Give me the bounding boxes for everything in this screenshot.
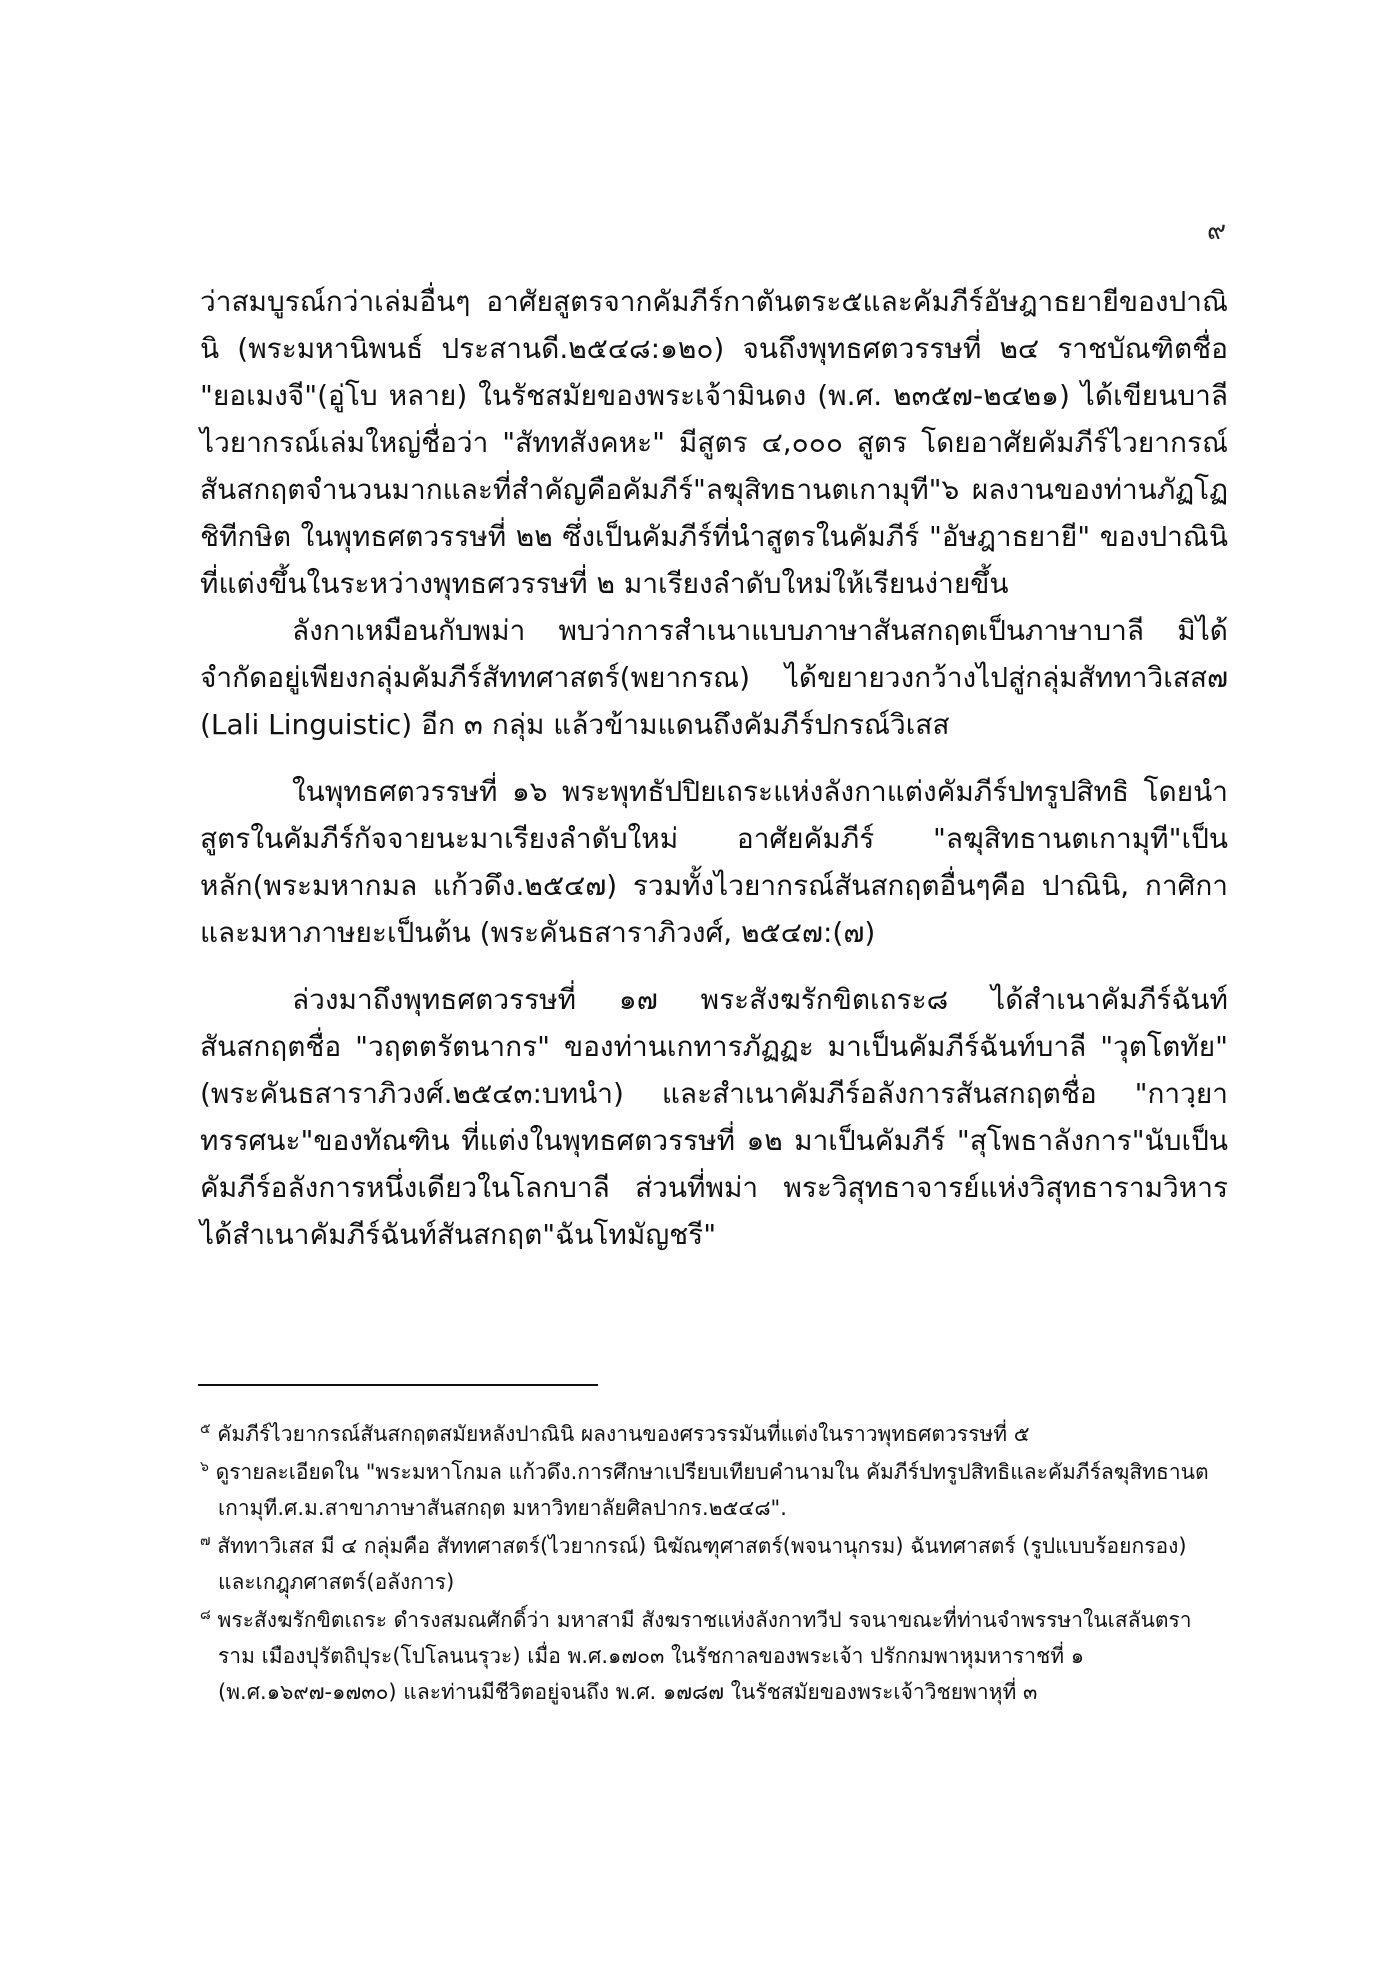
footnote-text: คัมภีร์ไวยากรณ์สันสกฤตสมัยหลังปาณินิ ผลงานของศรวรรมันที่แต่งในราวพุทธศตวรรษที่ ๕ — [217, 1422, 1030, 1446]
footnote-text: ดูรายละเอียดใน "พระมหาโกมล แก้วดึง.การศึกษาเปรียบเทียบคำนามใน คัมภีร์ปทรูปสิทธิและคัมภีร์ลฆุสิทธานตเกามุที.ศ.ม.สาขาภาษาสันสกฤต มหาวิทยาลัยศิลปากร.๒๕๔๘". — [215, 1460, 1209, 1520]
footnote-5 — [200, 1416, 1228, 1452]
paragraph-1: ว่าสมบูรณ์กว่าเล่มอื่นๆ อาศัยสูตรจากคัมภีร์กาตันตระ๕และคัมภีร์อัษฎาธยายีของปาณินิ (พระมหานิพนธ์ ประสานดี.๒๕๔๘:๑๒๐) จนถึงพุทธศตวรรษที่ ๒๔ ราชบัณฑิตชื่อ "ยอเมงจี"(อู่โบ หลาย) ในรัชสมัยของพระเจ้ามินดง (พ.ศ. ๒๓๕๗-๒๔๒๑) ได้เขียนบาลีไวยากรณ์เล่มใหญ่ชื่อว่า "สัททสังคหะ" มีสูตร ๔,๐๐๐ สูตร โดยอาศัยคัมภีร์ไวยากรณ์สันสกฤตจำนวนมากและที่สำคัญคือคัมภีร์"ลฆุสิทธานตเกามุที"๖ ผลงานของท่านภัฏโฏชิทีกษิต ในพุทธศตวรรษที่ ๒๒ ซึ่งเป็นคัมภีร์ที่นำสูตรในคัมภีร์ "อัษฎาธยายี" ของปาณินิที่แต่งขึ้นในระหว่างพุทธศวรรษที่ ๒ มาเรียงลำดับใหม่ให้เรียนง่ายขึ้น — [200, 285, 1228, 600]
paragraph-2: ลังกาเหมือนกับพม่า พบว่าการสำเนาแบบภาษาสันสกฤตเป็นภาษาบาลี มิได้จำกัดอยู่เพียงกลุ่มคัมภีร์สัททศาสตร์(พยากรณ) ได้ขยายวงกว้างไปสู่กลุ่มสัททาวิเสส๗ (Lali Linguistic) อีก ๓ กลุ่ม แล้วข้ามแดนถึงคัมภีร์ปกรณ์วิเสส — [200, 614, 1228, 741]
footnote-7 — [200, 1528, 1228, 1600]
footnote-6 — [200, 1454, 1228, 1526]
footnote-mark: ๗ — [200, 1533, 211, 1549]
page-number: ๙ — [1206, 216, 1226, 246]
footnote-text: สัททาวิเสส มี ๔ กลุ่มคือ สัททศาสตร์(ไวยากรณ์) นิฆัณฑุศาสตร์(พจนานุกรม) ฉันทศาสตร์ (รูปแบบร้อยกรอง) และเกฎุภศาสตร์(อลังการ) — [217, 1534, 1187, 1594]
paragraph-3: ในพุทธศตวรรษที่ ๑๖ พระพุทธัปปิยเถระแห่งลังกาแต่งคัมภีร์ปทรูปสิทธิ โดยนำสูตรในคัมภีร์กัจจายนะมาเรียงลำดับใหม่ อาศัยคัมภีร์ "ลฆุสิทธานตเกามุที"เป็นหลัก(พระมหากมล แก้วดึง.๒๕๔๗) รวมทั้งไวยากรณ์สันสกฤตอื่นๆคือ ปาณินิ, กาศิกา และมหาภาษยะเป็นต้น (พระคันธสาราภิวงศ์, ๒๕๔๗:(๗) — [200, 775, 1228, 949]
footnotes — [200, 1416, 1228, 1712]
footnote-separator — [198, 1384, 598, 1386]
footnote-mark: ๕ — [200, 1421, 211, 1437]
paragraph-4: ล่วงมาถึงพุทธศตวรรษที่ ๑๗ พระสังฆรักขิตเถระ๘ ได้สำเนาคัมภีร์ฉันท์สันสกฤตชื่อ "วฤตตรัตนากร" ของท่านเกทารภัฏฏะ มาเป็นคัมภีร์ฉันท์บาลี "วุตโตทัย" (พระคันธสาราภิวงศ์.๒๕๔๓:บทนำ) และสำเนาคัมภีร์อลังการสันสกฤตชื่อ "กาวฺยาทรรศนะ"ของทัณฑิน ที่แต่งในพุทธศตวรรษที่ ๑๒ มาเป็นคัมภีร์ "สุโพธาลังการ"นับเป็นคัมภีร์อลังการหนึ่งเดียวในโลกบาลี ส่วนที่พม่า พระวิสุทธาจารย์แห่งวิสุทธารามวิหาร ได้สำเนาคัมภีร์ฉันท์สันสกฤต"ฉันโทมัญชรี" — [200, 983, 1228, 1251]
footnote-8 — [200, 1602, 1228, 1710]
footnote-mark: ๖ — [200, 1459, 209, 1475]
footnote-text: พระสังฆรักขิตเถระ ดำรงสมณศักดิ์ว่า มหาสามี สังฆราชแห่งลังกาทวีป รจนาขณะที่ท่านจำพรรษาในเสลันตราราม เมืองปุรัตถิปุระ(โปโลนนรุวะ) เมื่อ พ.ศ.๑๗๐๓ ในรัชกาลของพระเจ้า ปรักกมพาหุมหาราชที่ ๑ (พ.ศ.๑๖๙๗-๑๗๓๐) และท่านมีชีวิตอยู่จนถึง พ.ศ. ๑๗๘๗ ในรัชสมัยของพระเจ้าวิชยพาหุที่ ๓ — [217, 1608, 1192, 1704]
body-text — [200, 278, 1228, 1258]
footnote-mark: ๘ — [200, 1607, 211, 1623]
